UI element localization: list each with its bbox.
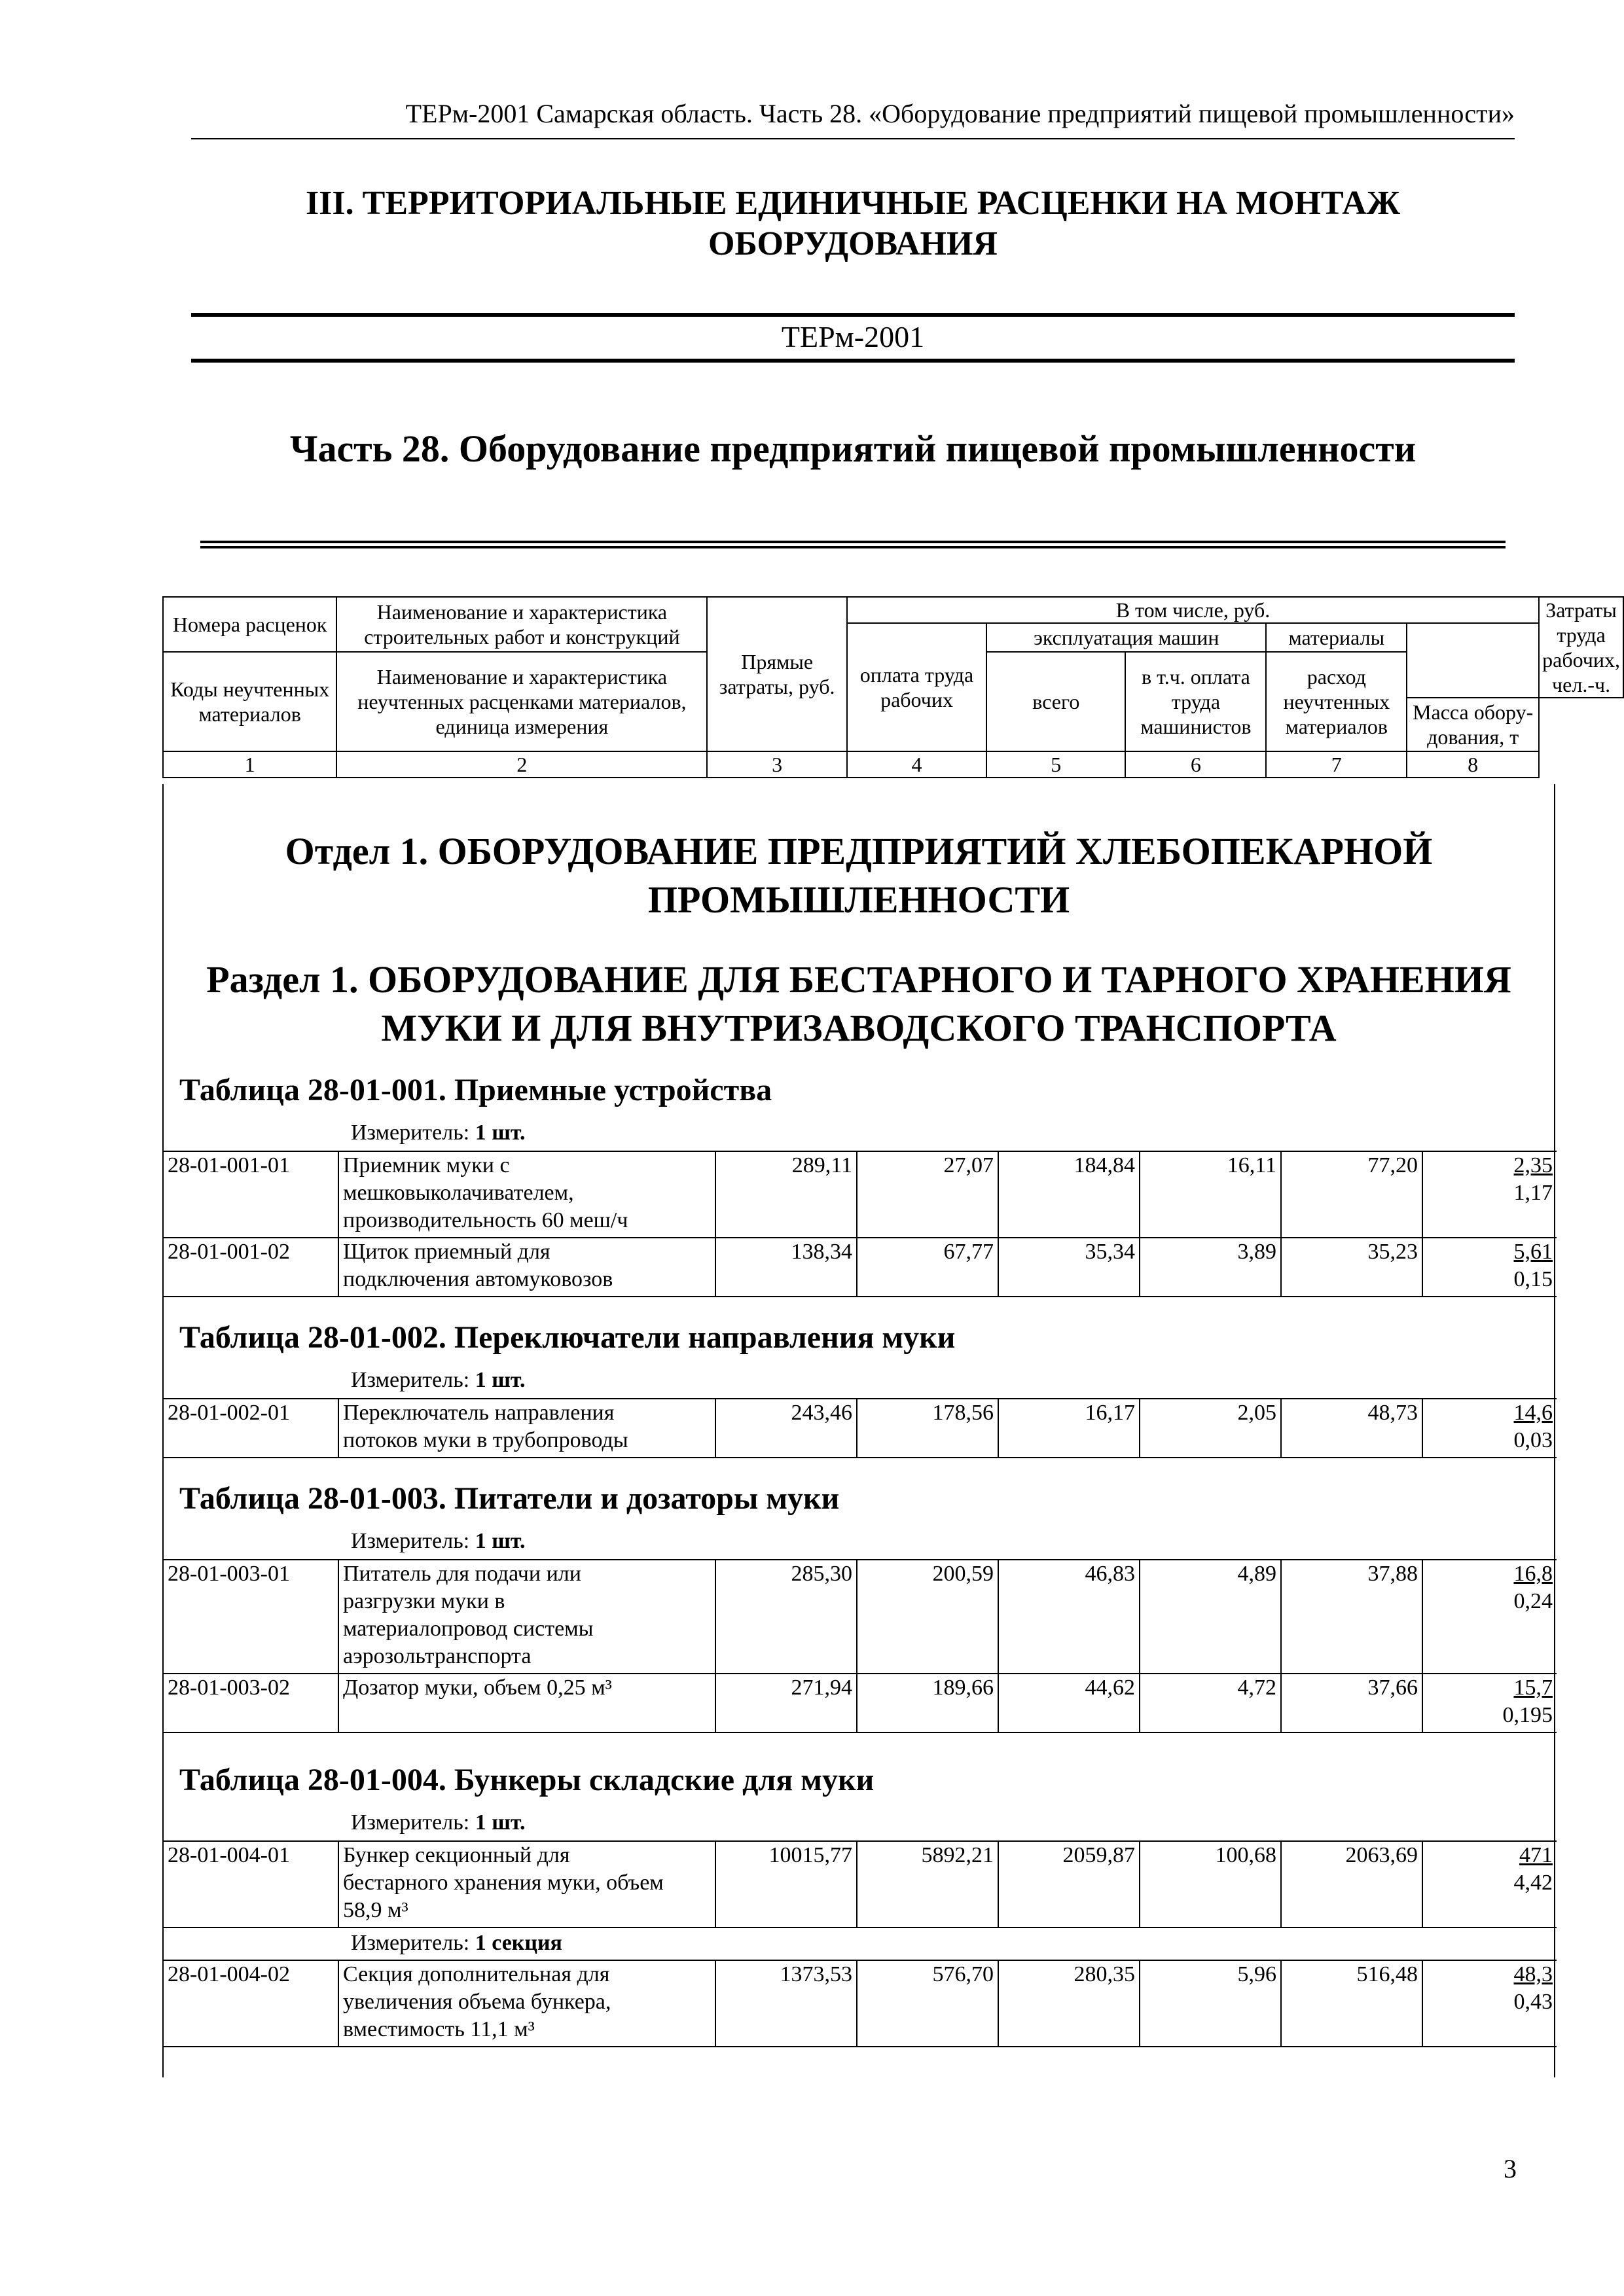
hours-mass: 2,35 1,17 [1513,1153,1553,1205]
machines-total: 46,83 [999,1560,1140,1673]
rate-code: 28-01-001-02 [164,1238,339,1296]
operators-pay: 4,72 [1140,1674,1282,1732]
table-row [164,1673,1557,1733]
header-materials: материалы [1266,623,1407,652]
hours-mass: 48,3 0,43 [1513,1962,1553,2014]
division-line1: Раздел 1. ОБОРУДОВАНИЕ ДЛЯ БЕСТАРНОГО И ТАРНОГО ХРАНЕНИЯ [206,958,1511,1001]
header-equipment-mass: Масса обору-дования, т [1407,698,1539,751]
header-uncounted-code: Коды неучтенных материалов [163,652,336,751]
running-header: ТЕРм-2001 Самарская область. Часть 28. «Оборудование предприятий пищевой промышленности» [191,98,1515,139]
header-labor-hours: Затраты труда рабочих, чел.-ч. [1539,597,1623,698]
direct-costs: 138,34 [716,1238,857,1296]
page-number: 3 [1504,2154,1517,2183]
machines-total: 184,84 [999,1152,1140,1237]
table-title: Таблица 28-01-004. Бункеры складские для муки [179,1763,875,1797]
materials-cost: 77,20 [1282,1152,1423,1237]
rate-code: 28-01-003-01 [164,1560,339,1673]
meter-label: Измеритель: 1 шт. [351,1368,526,1392]
labor-pay: 5892,21 [857,1842,999,1927]
rate-name: Секция дополнительная для увеличения объема бункера, вместимость 11,1 м³ [339,1961,716,2046]
machines-total: 44,62 [999,1674,1140,1732]
col-num: 2 [336,751,707,778]
header-direct-costs: Прямые затраты, руб. [707,597,846,751]
materials-cost: 37,88 [1282,1560,1423,1673]
labor-pay: 178,56 [857,1399,999,1457]
rate-name: Переключатель направления потоков муки в трубопроводы [339,1399,716,1457]
col-num: 3 [707,751,846,778]
double-divider [200,541,1506,548]
rate-code: 28-01-004-01 [164,1842,339,1927]
rate-name: Щиток приемный для подключения автомуковозов [339,1238,716,1296]
hours-mass: 14,6 0,03 [1513,1401,1553,1452]
col-num: 7 [1266,751,1407,778]
operators-pay: 3,89 [1140,1238,1282,1296]
col-num: 6 [1125,751,1266,778]
labor-pay: 200,59 [857,1560,999,1673]
machines-total: 35,34 [999,1238,1140,1296]
labor-pay: 27,07 [857,1152,999,1237]
rate-name: Дозатор муки, объем 0,25 м³ [339,1674,716,1732]
direct-costs: 289,11 [716,1152,857,1237]
direct-costs: 243,46 [716,1399,857,1457]
header-machines-total: всего [986,652,1125,751]
table-row [164,1237,1557,1297]
col-num: 4 [847,751,986,778]
section-heading-line1: III. ТЕРРИТОРИАЛЬНЫЕ ЕДИНИЧНЫЕ РАСЦЕНКИ НА МОНТАЖ [305,185,1401,222]
rate-code: 28-01-002-01 [164,1399,339,1457]
machines-total: 2059,87 [999,1842,1140,1927]
materials-cost: 37,66 [1282,1674,1423,1732]
header-labor-pay: оплата труда рабочих [847,623,986,751]
col-num: 1 [163,751,336,778]
table-row [164,1398,1557,1458]
operators-pay: 16,11 [1140,1152,1282,1237]
operators-pay: 2,05 [1140,1399,1282,1457]
materials-cost: 516,48 [1282,1961,1423,2046]
header-uncounted-name: Наименование и характеристика неучтенных расценками материалов, единица измерения [336,652,707,751]
section-heading-line2: ОБОРУДОВАНИЯ [708,225,998,262]
table-row [164,1559,1557,1674]
divider [191,359,1515,363]
materials-cost: 35,23 [1282,1238,1423,1296]
col-num: 5 [986,751,1125,778]
operators-pay: 5,96 [1140,1961,1282,2046]
rate-code: 28-01-003-02 [164,1674,339,1732]
operators-pay: 4,89 [1140,1560,1282,1673]
divider [191,313,1515,317]
direct-costs: 10015,77 [716,1842,857,1927]
machines-total: 16,17 [999,1399,1140,1457]
rates-body [162,784,1555,2077]
hours-mass: 15,7 0,195 [1502,1676,1553,1727]
rate-name: Питатель для подачи или разгрузки муки в материалопровод системы аэрозольтранспорта [339,1560,716,1673]
column-header-table [162,596,1624,778]
table-row [164,1960,1557,2047]
meter-label: Измеритель: 1 шт. [351,1121,526,1145]
materials-cost: 48,73 [1282,1399,1423,1457]
division-line2: МУКИ И ДЛЯ ВНУТРИЗАВОДСКОГО ТРАНСПОРТА [381,1007,1337,1049]
department-line1: Отдел 1. ОБОРУДОВАНИЕ ПРЕДПРИЯТИЙ ХЛЕБОПЕКАРНОЙ [285,830,1433,872]
rate-name: Приемник муки с мешковыколачивателем, производительность 60 меш/ч [339,1152,716,1237]
rate-name: Бункер секционный для бестарного хранения муки, объем 58,9 м³ [339,1842,716,1927]
header-machines: эксплуатация машин [986,623,1266,652]
table-row [164,1840,1557,1928]
materials-cost: 2063,69 [1282,1842,1423,1927]
hours-mass: 5,61 0,15 [1513,1240,1553,1291]
labor-pay: 67,77 [857,1238,999,1296]
labor-pay: 576,70 [857,1961,999,2046]
department-heading [164,827,1554,924]
part-title: Часть 28. Оборудование предприятий пищевой промышленности [289,427,1416,470]
rate-code: 28-01-004-02 [164,1961,339,2046]
direct-costs: 285,30 [716,1560,857,1673]
machines-total: 280,35 [999,1961,1140,2046]
table-row [164,1151,1557,1238]
table-title: Таблица 28-01-002. Переключатели направления муки [179,1320,956,1355]
meter-label: Измеритель: 1 секция [351,1931,562,1955]
header-operators-pay: в т.ч. оплата труда машинистов [1125,652,1266,751]
division-heading [164,956,1554,1052]
header-including: В том числе, руб. [847,597,1539,623]
direct-costs: 271,94 [716,1674,857,1732]
header-uncounted-materials: расход неучтенных материалов [1266,652,1407,751]
collection-code: ТЕРм-2001 [781,320,925,353]
table-title: Таблица 28-01-001. Приемные устройства [179,1073,772,1107]
direct-costs: 1373,53 [716,1961,857,2046]
meter-label: Измеритель: 1 шт. [351,1529,526,1553]
header-name: Наименование и характеристика строительных работ и конструкций [336,597,707,652]
meter-label: Измеритель: 1 шт. [351,1810,526,1835]
hours-mass: 471 4,42 [1513,1843,1553,1895]
labor-pay: 189,66 [857,1674,999,1732]
hours-mass: 16,8 0,24 [1513,1562,1553,1613]
department-line2: ПРОМЫШЛЕННОСТИ [647,878,1070,921]
section-heading [191,183,1515,264]
table-title: Таблица 28-01-003. Питатели и дозаторы муки [179,1481,840,1516]
header-code: Номера расценок [163,597,336,652]
rate-code: 28-01-001-01 [164,1152,339,1237]
operators-pay: 100,68 [1140,1842,1282,1927]
col-num: 8 [1407,751,1539,778]
